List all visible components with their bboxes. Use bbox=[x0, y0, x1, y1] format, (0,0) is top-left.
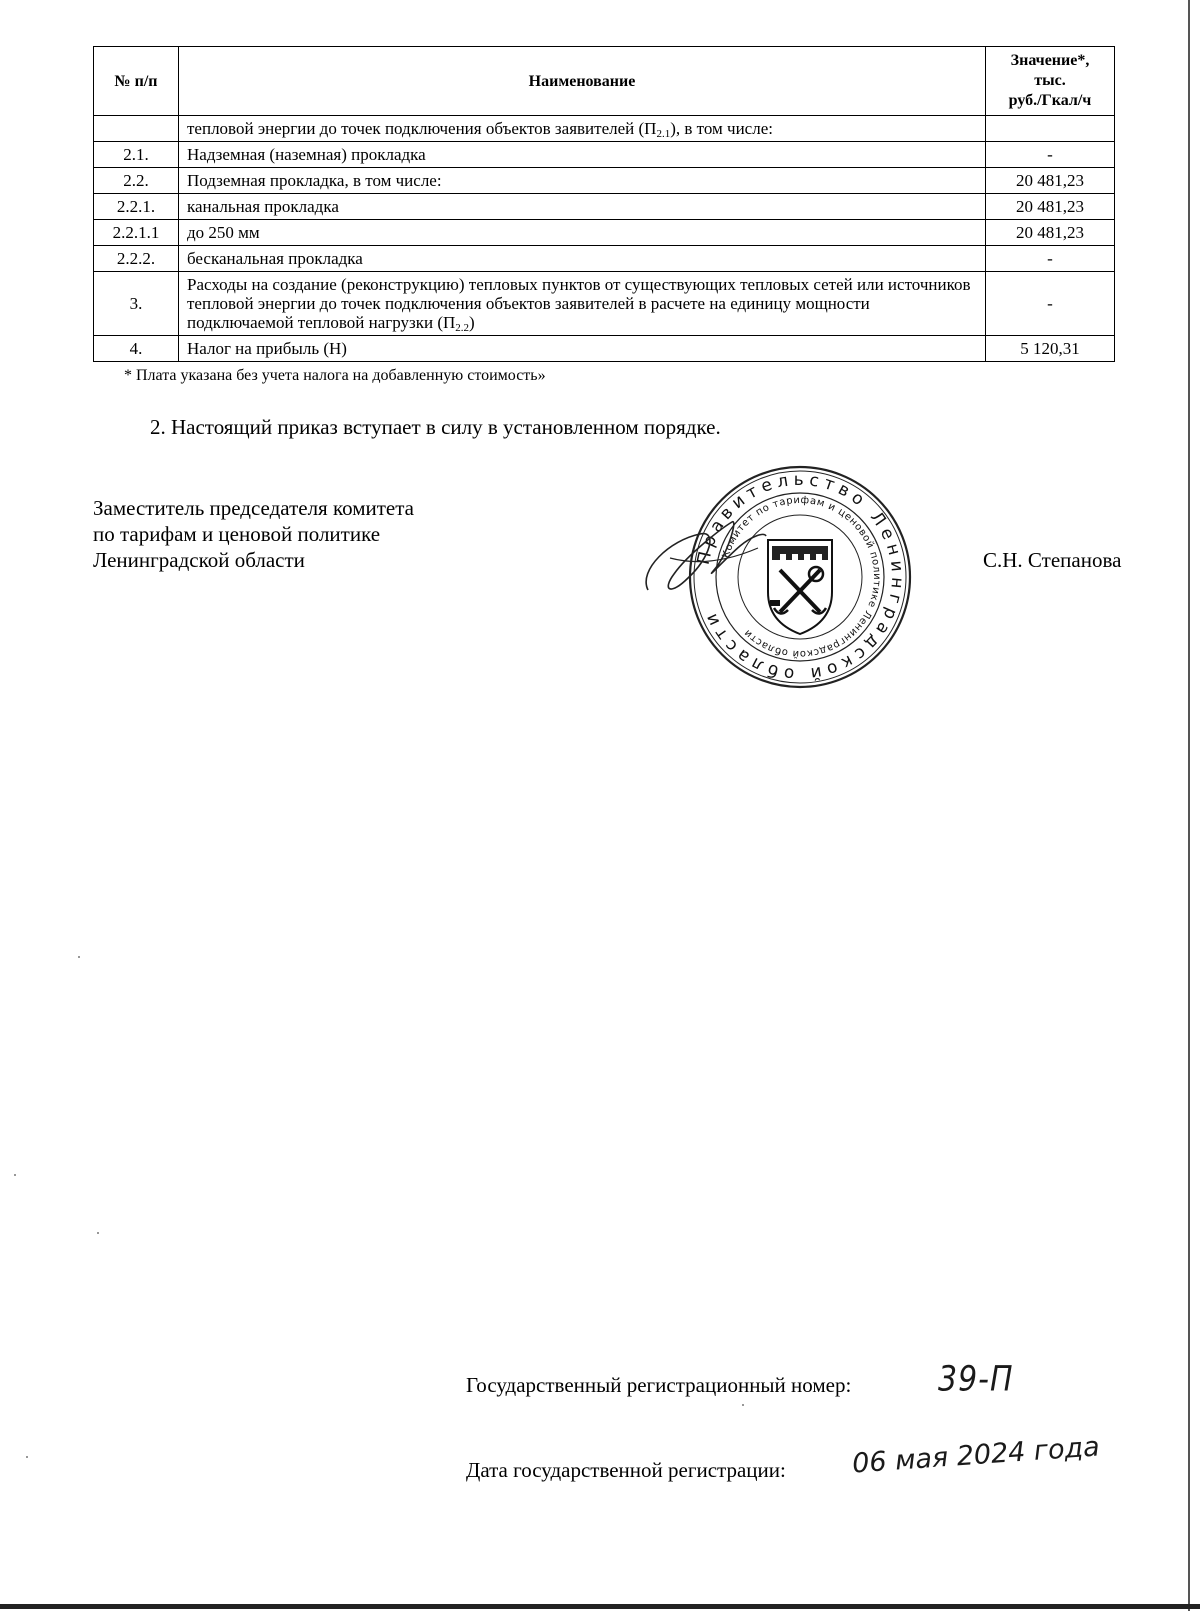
table-row bbox=[94, 336, 1115, 362]
order-clause: 2. Настоящий приказ вступает в силу в установленном порядке. bbox=[150, 415, 721, 439]
row-value: - bbox=[986, 272, 1115, 336]
row-value: - bbox=[986, 246, 1115, 272]
table-row bbox=[94, 246, 1115, 272]
row-num: 3. bbox=[94, 272, 179, 336]
table-row bbox=[94, 194, 1115, 220]
table-row bbox=[94, 272, 1115, 336]
row-num: 2.2.2. bbox=[94, 246, 179, 272]
row-name: канальная прокладка bbox=[179, 194, 986, 220]
row-name-tail: ), в том числе: bbox=[670, 119, 773, 138]
official-stamp bbox=[640, 462, 940, 692]
row-name: Надземная (наземная) прокладка bbox=[179, 142, 986, 168]
scan-speck bbox=[78, 956, 80, 958]
header-value-line1: Значение*, bbox=[1010, 52, 1090, 69]
scan-edge-line bbox=[1188, 0, 1190, 1611]
header-num: № п/п bbox=[94, 47, 179, 116]
row-name-text: тепловой энергии до точек подключения объектов заявителей (П bbox=[187, 119, 657, 138]
table-row bbox=[94, 168, 1115, 194]
table-footnote: * Плата указана без учета налога на добавленную стоимость» bbox=[124, 367, 546, 384]
row-num: 2.2.1. bbox=[94, 194, 179, 220]
row-value: 20 481,23 bbox=[986, 194, 1115, 220]
header-name: Наименование bbox=[179, 47, 986, 116]
registration-number-value: 39-П bbox=[938, 1359, 1014, 1400]
registration-date-label: Дата государственной регистрации: bbox=[466, 1458, 786, 1482]
row-num bbox=[94, 116, 179, 142]
row-value: - bbox=[986, 142, 1115, 168]
row-name bbox=[179, 116, 986, 142]
row-name-subscript: 2.1 bbox=[656, 128, 671, 140]
header-value-line3: руб./Гкал/ч bbox=[1008, 92, 1092, 109]
row-name: до 250 мм bbox=[179, 220, 986, 246]
signatory-title bbox=[93, 495, 414, 573]
row-value: 20 481,23 bbox=[986, 168, 1115, 194]
signatory-title-line1: Заместитель председателя комитета bbox=[93, 496, 414, 520]
row-num: 2.2. bbox=[94, 168, 179, 194]
row-name: бесканальная прокладка bbox=[179, 246, 986, 272]
row-name bbox=[179, 272, 986, 336]
row-name-text: Расходы на создание (реконструкцию) тепловых пунктов от существующих тепловых сетей или источников тепловой энергии до точек подключения объектов заявителей в расчете на единицу мощности подключаемой тепловой нагрузки (П bbox=[187, 275, 971, 332]
row-name: Подземная прокладка, в том числе: bbox=[179, 168, 986, 194]
scan-speck bbox=[742, 1404, 744, 1406]
row-value bbox=[986, 116, 1115, 142]
table-row bbox=[94, 116, 1115, 142]
stamp-mid-ring bbox=[716, 493, 884, 661]
table-row bbox=[94, 220, 1115, 246]
row-name: Налог на прибыль (Н) bbox=[179, 336, 986, 362]
row-num: 2.1. bbox=[94, 142, 179, 168]
registration-date-value: 06 мая 2024 года bbox=[851, 1431, 1101, 1480]
row-num: 2.2.1.1 bbox=[94, 220, 179, 246]
signatory-title-line3: Ленинградской области bbox=[93, 548, 305, 572]
row-value: 5 120,31 bbox=[986, 336, 1115, 362]
signatory-title-line2: по тарифам и ценовой политике bbox=[93, 522, 381, 546]
table-row bbox=[94, 142, 1115, 168]
signatory-name: С.Н. Степанова bbox=[983, 548, 1122, 572]
scan-bottom-edge bbox=[0, 1604, 1200, 1609]
stamp-inner-text: Комитет по тарифам и ценовой политике Ленинградской области bbox=[720, 494, 883, 660]
stamp-outer-text: Правительство Ленинградской области bbox=[693, 469, 908, 685]
row-name-subscript: 2.2 bbox=[455, 322, 470, 334]
row-num: 4. bbox=[94, 336, 179, 362]
coat-of-arms-icon bbox=[768, 540, 832, 634]
tariff-table bbox=[93, 46, 1115, 362]
header-value-line2: тыс. bbox=[1034, 72, 1066, 89]
row-value: 20 481,23 bbox=[986, 220, 1115, 246]
scan-speck bbox=[97, 1232, 99, 1234]
header-value bbox=[986, 47, 1115, 116]
table-header-row bbox=[94, 47, 1115, 116]
scan-speck bbox=[26, 1456, 28, 1458]
row-name-tail: ) bbox=[469, 313, 475, 332]
stamp-inner-ring bbox=[738, 515, 862, 639]
scan-speck bbox=[14, 1174, 16, 1176]
registration-number-label: Государственный регистрационный номер: bbox=[466, 1373, 852, 1397]
